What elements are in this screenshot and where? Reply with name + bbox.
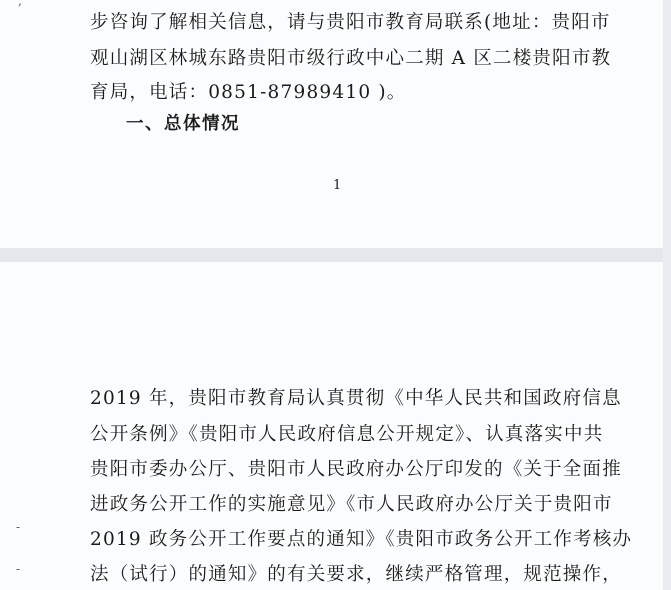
- page-edge: [663, 0, 671, 590]
- text-line: 育局，电话：0851-87989410 )。: [90, 82, 407, 103]
- margin-mark: ,: [18, 0, 22, 8]
- text-line: 法（试行）的通知》的有关要求，继续严格管理，规范操作，: [90, 564, 622, 585]
- text-line: 进政务公开工作的实施意见》《市人民政府办公厅关于贵阳市: [90, 494, 613, 515]
- text-line: 2019 年，贵阳市教育局认真贯彻《中华人民共和国政府信息: [90, 388, 622, 409]
- margin-mark: -: [16, 562, 21, 576]
- text-line: 2019 政务公开工作要点的通知》《贵阳市政务公开工作考核办: [90, 529, 633, 550]
- document-page-1: [0, 0, 663, 248]
- page-number: 1: [333, 178, 342, 193]
- page-gutter: [0, 248, 671, 262]
- text-line: 贵阳市委办公厅、贵阳市人民政府办公厅印发的《关于全面推: [90, 459, 622, 480]
- document-page-2: [0, 262, 663, 590]
- text-line: 步咨询了解相关信息，请与贵阳市教育局联系(地址：贵阳市: [90, 12, 611, 33]
- text-line: 观山湖区林城东路贵阳市级行政中心二期 A 区二楼贵阳市教: [90, 48, 612, 69]
- margin-mark: -: [16, 520, 21, 534]
- section-heading: 一、总体情况: [126, 114, 240, 134]
- text-line: 公开条例》《贵阳市人民政府信息公开规定》、认真落实中共: [90, 424, 604, 445]
